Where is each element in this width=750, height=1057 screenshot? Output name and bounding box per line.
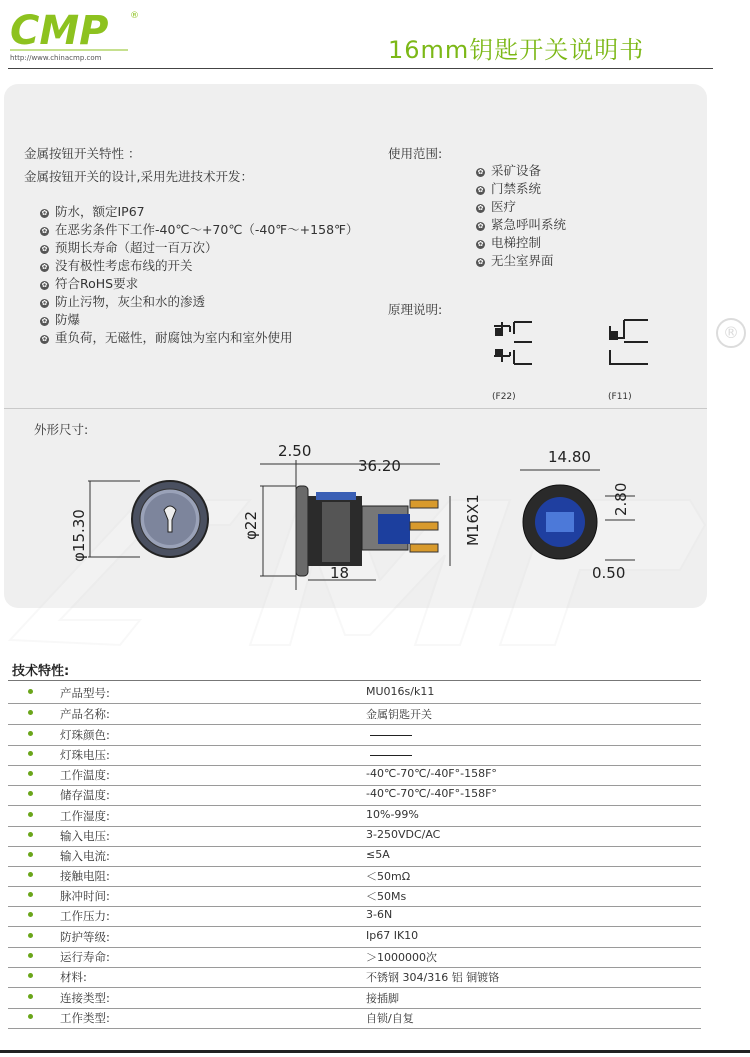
spec-label: 产品名称: (60, 707, 110, 721)
spec-label: 灯珠电压: (60, 748, 110, 762)
spec-label: 工作温度: (60, 768, 110, 782)
star-bullet-icon: ✿ (477, 204, 484, 212)
spec-value: -40℃-70℃/-40F°-158F° (366, 787, 497, 800)
spec-label: 接触电阻: (60, 869, 110, 883)
feature-item: ✿ 防爆 (41, 312, 81, 327)
spec-row (8, 704, 701, 725)
spec-label: 脉冲时间: (60, 889, 110, 903)
spec-row (8, 866, 701, 887)
bullet-dot-icon (28, 994, 33, 999)
spec-label: 工作湿度: (60, 809, 110, 823)
spec-row (8, 906, 701, 927)
bullet-dot-icon (28, 872, 33, 877)
star-bullet-icon: ✿ (41, 209, 48, 217)
star-bullet-icon: ✿ (477, 222, 484, 230)
spec-label: 工作压力: (60, 909, 110, 923)
f22-label: (F22) (492, 392, 516, 402)
bullet-dot-icon (28, 751, 33, 756)
spec-value: Ip67 IK10 (366, 929, 419, 942)
star-bullet-icon: ✿ (477, 258, 484, 266)
feature-item: ✿ 重负荷，无磁性，耐腐蚀为室内和室外使用 (41, 330, 293, 345)
spec-label: 工作类型: (60, 1011, 110, 1025)
spec-label: 产品型号: (60, 686, 110, 700)
star-bullet-icon: ✿ (41, 245, 48, 253)
panel-divider (4, 408, 707, 409)
spec-value: ≤5A (366, 848, 390, 861)
usage-item: ✿ 电梯控制 (477, 235, 542, 250)
feature-item: ✿ 预期长寿命（超过一百万次） (41, 240, 218, 255)
spec-value: 金属钥匙开关 (366, 708, 432, 721)
spec-row (8, 725, 701, 746)
dimension-drawing (60, 440, 660, 590)
specs-heading: 技术特性: (12, 664, 70, 679)
front-diameter-label: φ15.30 (70, 509, 88, 562)
features-intro: 金属按钮开关的设计,采用先进技术开发： (24, 169, 253, 184)
spec-value: 3-250VDC/AC (366, 828, 441, 841)
usage-list (476, 162, 566, 270)
document-title: 16mm钥匙开关说明书 (388, 36, 645, 64)
bullet-dot-icon (28, 731, 33, 736)
specs-top-divider (8, 680, 701, 681)
bullet-dot-icon (28, 892, 33, 897)
spec-label: 储存温度: (60, 788, 110, 802)
spec-label: 运行寿命: (60, 950, 110, 964)
feature-item: ✿ 在恶劣条件下工作-40℃～+70℃（-40℉～+158℉） (41, 222, 359, 237)
bullet-dot-icon (28, 953, 33, 958)
usage-item: ✿ 门禁系统 (477, 181, 542, 196)
spec-row (8, 765, 701, 786)
spec-value: 不锈钢 304/316 铝 铜镀铬 (366, 971, 500, 984)
spec-value: ＜50mΩ (366, 870, 411, 883)
header-divider (8, 68, 713, 69)
spec-row (8, 846, 701, 867)
usage-item: ✿ 采矿设备 (477, 163, 542, 178)
front-view-drawing (88, 481, 208, 557)
spec-label: 输入电流: (60, 849, 110, 863)
spec-row (8, 826, 701, 847)
bezel-diameter-label: φ22 (242, 511, 260, 540)
spec-label: 灯珠颜色: (60, 728, 110, 742)
star-bullet-icon: ✿ (41, 227, 48, 235)
spec-row (8, 927, 701, 948)
star-bullet-icon: ✿ (477, 240, 484, 248)
star-bullet-icon: ✿ (41, 263, 48, 271)
feature-item: ✿ 防水，额定IP67 (41, 204, 145, 219)
empty-value-dash (370, 755, 412, 756)
dimensions-heading: 外形尺寸: (34, 422, 89, 437)
spec-value: 3-6N (366, 908, 393, 921)
spec-row (8, 886, 701, 907)
bullet-dot-icon (28, 689, 33, 694)
spec-row (8, 683, 701, 704)
side-view-drawing (260, 460, 450, 590)
bullet-dot-icon (28, 832, 33, 837)
bezel-thickness-label: 2.50 (278, 442, 312, 460)
cmp-logo (10, 8, 140, 64)
thread-label: M16X1 (464, 494, 482, 546)
feature-item: ✿ 没有极性考虑布线的开关 (41, 258, 193, 273)
spec-row (8, 1008, 701, 1029)
star-bullet-icon: ✿ (41, 317, 48, 325)
spec-value: -40℃-70℃/-40F°-158F° (366, 767, 497, 780)
bullet-dot-icon (28, 791, 33, 796)
bullet-dot-icon (28, 771, 33, 776)
pin-width-label: 0.50 (592, 564, 626, 582)
spec-value: 自锁/自复 (366, 1012, 414, 1025)
spec-row (8, 947, 701, 968)
star-bullet-icon: ✿ (41, 299, 48, 307)
star-bullet-icon: ✿ (41, 335, 48, 343)
circuit-diagrams (484, 312, 684, 412)
bullet-dot-icon (28, 933, 33, 938)
spec-value: MU016s/k11 (366, 685, 435, 698)
body-length-label: 18 (330, 564, 350, 582)
feature-item: ✿ 防止污物，灰尘和水的渗透 (41, 294, 206, 309)
feature-item: ✿ 符合RoHS要求 (41, 276, 139, 291)
star-bullet-icon: ✿ (477, 186, 484, 194)
rear-width-label: 14.80 (548, 448, 591, 466)
star-bullet-icon: ✿ (41, 281, 48, 289)
pin-spacing-label: 2.80 (612, 482, 630, 516)
registered-watermark-icon: ® (716, 318, 746, 348)
logo-text: CMP (10, 8, 109, 54)
f11-label: (F11) (608, 392, 632, 402)
usage-item: ✿ 医疗 (477, 199, 517, 214)
spec-value: 10%-99% (366, 808, 419, 821)
bullet-dot-icon (28, 812, 33, 817)
principle-heading: 原理说明: (388, 302, 443, 317)
bullet-dot-icon (28, 710, 33, 715)
spec-label: 输入电压: (60, 829, 110, 843)
empty-value-dash (370, 735, 412, 736)
spec-row (8, 967, 701, 988)
spec-row (8, 745, 701, 766)
spec-label: 连接类型: (60, 991, 110, 1005)
bullet-dot-icon (28, 912, 33, 917)
features-list (40, 203, 358, 347)
f22-circuit-diagram (494, 322, 532, 364)
spec-row (8, 785, 701, 806)
usage-heading: 使用范围: (388, 146, 443, 161)
features-heading: 金属按钮开关特性 ： (24, 146, 141, 161)
logo-registered-mark: ® (130, 11, 139, 21)
bullet-dot-icon (28, 973, 33, 978)
spec-row (8, 806, 701, 827)
f11-circuit-diagram (610, 320, 648, 364)
footer-divider (0, 1050, 750, 1053)
spec-value: 接插脚 (366, 992, 399, 1005)
bullet-dot-icon (28, 1014, 33, 1019)
usage-item: ✿ 紧急呼叫系统 (477, 217, 567, 232)
spec-row (8, 988, 701, 1009)
spec-label: 防护等级: (60, 930, 110, 944)
spec-label: 材料: (60, 970, 87, 984)
spec-value: ＜50Ms (366, 890, 407, 903)
bullet-dot-icon (28, 852, 33, 857)
logo-url: http://www.chinacmp.com (10, 54, 102, 62)
star-bullet-icon: ✿ (477, 168, 484, 176)
spec-value: ＞1000000次 (366, 951, 437, 964)
usage-item: ✿ 无尘室界面 (477, 253, 554, 268)
total-length-label: 36.20 (358, 457, 401, 475)
